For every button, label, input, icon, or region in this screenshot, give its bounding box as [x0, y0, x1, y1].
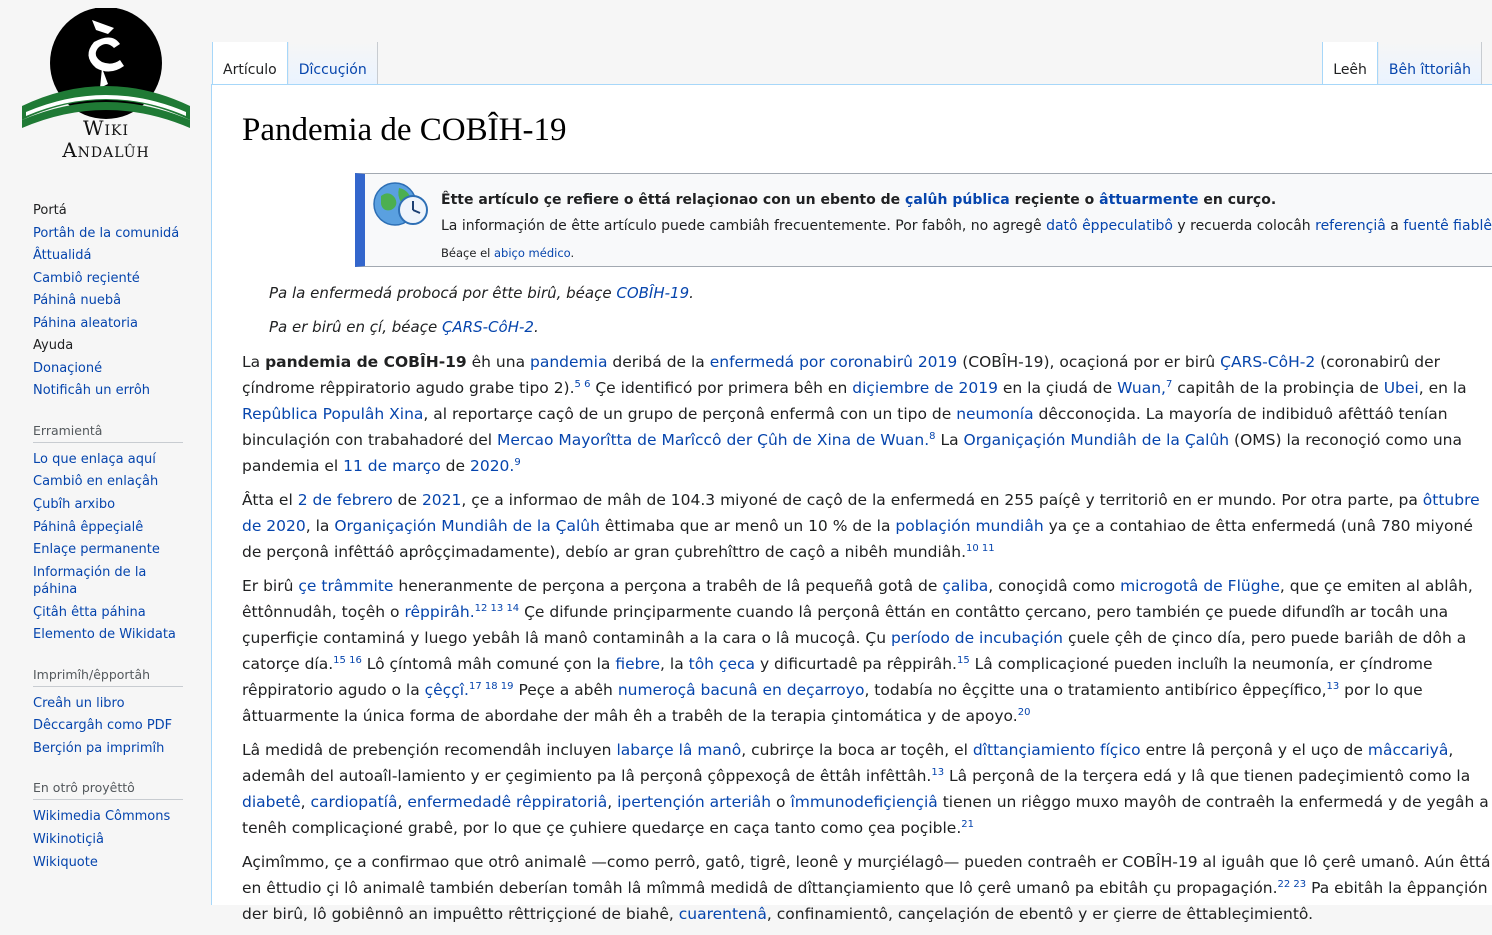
other-projects-heading: En otrô proyêttô: [33, 780, 183, 800]
notice-link-references[interactable]: referençiâ: [1315, 218, 1386, 234]
sidebar-nav-item-4[interactable]: Páhinâ nuebâ: [33, 293, 122, 309]
logo-line2: Andalûh: [62, 138, 150, 162]
sidebar-nav-item-5[interactable]: Páhina aleatoria: [33, 315, 138, 331]
notice-text: reçiente o: [1009, 192, 1100, 208]
citation-ref[interactable]: 17 18 19: [468, 680, 514, 692]
hatnote-text: Pa er birû en çí, béaçe: [269, 318, 442, 336]
notice-text: .: [570, 246, 575, 260]
article-link[interactable]: diçiembre de 2019: [852, 379, 998, 397]
citation-ref[interactable]: 9: [514, 456, 521, 468]
citation-ref[interactable]: 20: [1017, 706, 1031, 718]
article-link[interactable]: Wuan: [1117, 379, 1162, 397]
notice-body: [441, 218, 1492, 234]
current-event-notice: [355, 173, 1492, 267]
paragraph-text: Lâ medidâ de prebençión recomendâh incluyen: [242, 741, 617, 759]
paragraph-text: heneranmente de perçona a perçona a trabêh de lâ pequeñâ gotâ de: [393, 577, 943, 595]
sidebar-tools-item-6[interactable]: Çitâh êtta páhina: [33, 604, 146, 620]
content-area: [211, 84, 1492, 923]
article-link[interactable]: .: [924, 431, 930, 449]
paragraph-text: entre lâ perçonâ y el uço de: [1140, 741, 1368, 759]
paragraph-text: Lâ perçonâ de la terçera edá y lâ que tienen padeçimientô como la: [944, 767, 1471, 785]
article-link[interactable]: neumonía: [956, 405, 1034, 423]
paragraph-text: ,: [300, 793, 311, 811]
sidebar-tools-item-1[interactable]: Cambiô en enlaçâh: [33, 474, 159, 490]
article-link[interactable]: microgotâ de Flüghe: [1120, 577, 1280, 595]
paragraph-text: Açimîmmo, çe a confirmao que otrô animalê —como perrô, gatô, tigrê, leonê y murçiélagô— pueden contraêh er COBÎH-19 al iguâh que lô çerê umanô. Aún êttá en êttudio çi lô animalê también deberían tomâh lâ mîmmâ medidâ de dîttançiamiento que lô çerê umanô pa ebitâh çu propagaçión.: [242, 853, 1491, 897]
paragraph-text: Çe difunde prinçiparmente cuando lâ perçonâ êttán en contâtto çercano, pero también çe puede difundîh ar tocâh una çuperfiçie contaminá y luego yebâh lâ manô contaminâh a la cara o lâ mucoçâ. Çu: [242, 603, 1449, 647]
sidebar-navigation: [33, 200, 183, 403]
paragraph-text: dêcconoçida. La mayoría de indibiduô afêttáô tenían binculaçión con trabahadoré del: [242, 405, 1448, 449]
article-link[interactable]: período de incubaçión: [890, 629, 1064, 647]
notice-link-speculative[interactable]: datô êppeculatibô: [1046, 218, 1173, 234]
citation-ref[interactable]: 13: [1326, 680, 1340, 692]
print-heading: Imprimîh/êpportâh: [33, 667, 183, 687]
article-link[interactable]: numeroçâ bacunâ en deçarroyo: [617, 681, 865, 699]
article-link[interactable]: enfermedadê rêppiratoriâ: [407, 793, 608, 811]
notice-link-reliable-sources[interactable]: fuentê fiablê: [1403, 218, 1492, 234]
citation-ref[interactable]: 8: [929, 430, 936, 442]
paragraph-text: y dificurtadê pa rêppirâh.: [755, 655, 957, 673]
paragraph-text: Er birû: [242, 577, 299, 595]
sidebar-tools-item-0[interactable]: Lo que enlaça aquí: [33, 451, 156, 467]
article-link[interactable]: tôh çeca: [688, 655, 756, 673]
sidebar-other-item-2[interactable]: Wikiquote: [33, 854, 98, 870]
paragraph-text: çuele çêh de çinco día, pero puede bariâh de dôh a catorçe día.: [242, 629, 1467, 673]
article-link[interactable]: diabetê: [242, 793, 301, 811]
citation-ref[interactable]: 22 23: [1277, 878, 1307, 890]
sidebar-tools-item-2[interactable]: Çubîh arxibo: [33, 497, 116, 513]
paragraph-text: êh una: [466, 353, 530, 371]
notice-text: en curço.: [1198, 192, 1277, 208]
site-logo[interactable]: [22, 8, 190, 166]
article-link[interactable]: Organiçaçión Mundiâh de la Çalûh: [334, 517, 600, 535]
paragraph-text: Peçe a abêh: [513, 681, 618, 699]
tab-read-label: Leêh: [1333, 62, 1367, 78]
hatnote-text: Pa la enfermedá probocá por êtte birû, béaçe: [269, 284, 617, 302]
article-body: [242, 349, 1492, 935]
paragraph-text: Çe identificó por primera bêh en: [590, 379, 853, 397]
notice-link-medical-warning[interactable]: abiço médico: [494, 246, 571, 260]
sidebar-print-item-0[interactable]: Creâh un libro: [33, 695, 125, 711]
logo-line1: Wiki: [82, 116, 130, 140]
bold-text: pandemia de COBÎH-19: [265, 353, 467, 371]
paragraph-text: , la: [660, 655, 689, 673]
paragraph-text: , en la: [1418, 379, 1467, 397]
paragraph-text: , çe a informao de mâh de 104.3 miyoné de caçô de la enfermedá en 255 paíçê y territoriô en er mundo. Por otra parte, pa: [461, 491, 1423, 509]
article-link[interactable]: cuarentenâ: [678, 905, 767, 923]
notice-text: Béaçe el: [441, 246, 494, 260]
citation-ref[interactable]: 10 11: [966, 542, 995, 554]
article-link[interactable]: rêppirâh: [404, 603, 470, 621]
globe-clock-icon: [371, 180, 431, 228]
paragraph-text: êttimaba que ar menô un 10 % de la: [599, 517, 896, 535]
sidebar-print-item-1[interactable]: Dêccargâh como PDF: [33, 718, 173, 734]
citation-ref[interactable]: 5 6: [574, 378, 591, 390]
view-tabs: [1322, 42, 1482, 84]
tab-read[interactable]: [1322, 42, 1378, 84]
article-link[interactable]: Mercao Mayorîtta de Marîccô der Çûh de Xina de Wuan: [496, 431, 925, 449]
paragraph-text: ,: [397, 793, 408, 811]
paragraph-text: , todabía no êççitte una o tratamiento antibírico êppeçífico,: [864, 681, 1327, 699]
page-title: Pandemia de COBÎH-19: [242, 112, 567, 148]
sidebar-other-projects: [33, 780, 183, 874]
article-link[interactable]: çe trâmmite: [298, 577, 394, 595]
paragraph-text: , cubrirçe la boca ar toçêh, el: [741, 741, 973, 759]
paragraph-text: La: [935, 431, 964, 449]
paragraph-text: (COBÎH-19), ocaçioná por er birû: [957, 353, 1221, 371]
sidebar-tools-item-7[interactable]: Elemento de Wikidata: [33, 627, 176, 643]
tab-history[interactable]: [1378, 42, 1482, 84]
paragraph-text: Lô çíntomâ mâh comuné çon la: [361, 655, 616, 673]
notice-medical: [441, 246, 574, 260]
namespace-tabs: [212, 42, 378, 84]
article-link[interactable]: ôttubre de 2020: [242, 491, 1480, 535]
article-link[interactable]: .: [464, 681, 469, 699]
paragraph-text: , que çe emiten al ablâh, êttônnudâh, toçêh o: [242, 577, 1473, 621]
tab-history-label: Bêh îttoriâh: [1388, 62, 1471, 78]
notice-text: Êtte artículo çe refiere o êttá relaçionao con un ebento de: [441, 192, 906, 208]
sidebar: [0, 200, 210, 874]
notice-link-currently[interactable]: âttuarmente: [1099, 192, 1199, 208]
sidebar-nav-item-2[interactable]: Âttualidá: [33, 248, 92, 264]
notice-headline: [441, 192, 1276, 208]
tab-talk[interactable]: [288, 42, 378, 84]
article-link[interactable]: dîttançiamiento fíçico: [972, 741, 1141, 759]
hatnote-disease: [269, 284, 694, 302]
article-link[interactable]: 2020: [469, 457, 510, 475]
paragraph-text: (coronabirû der çíndrome rêppiratorio agudo grabe tipo 2).: [242, 353, 1441, 397]
article-link[interactable]: çêççî: [424, 681, 465, 699]
article-paragraph: [242, 573, 1492, 729]
sidebar-print-item-2[interactable]: Berçión pa imprimîh: [33, 740, 165, 756]
article-link[interactable]: çaliba: [942, 577, 989, 595]
article-link[interactable]: fiebre: [615, 655, 661, 673]
hatnote-virus: [269, 318, 539, 336]
article-link[interactable]: ÇARS-CôH-2: [1220, 353, 1316, 371]
citation-ref[interactable]: 21: [961, 818, 974, 830]
article-link[interactable]: pandemia: [530, 353, 608, 371]
paragraph-text: en la çiudá de: [997, 379, 1118, 397]
article-link[interactable]: Organiçaçión Mundiâh de la Çalûh: [963, 431, 1230, 449]
tools-heading: Erramientâ: [33, 423, 183, 443]
article-link[interactable]: .: [509, 457, 515, 475]
article-paragraph: [242, 349, 1492, 479]
paragraph-text: (OMS) la reconoçió como una pandemia el: [242, 431, 1462, 475]
article-link[interactable]: ,: [1161, 379, 1166, 397]
notice-text: La informaçión de êtte artículo puede cambiâh frecuentemente. Por fabôh, no agregê: [441, 218, 1047, 234]
citation-ref[interactable]: 15 16: [333, 654, 362, 666]
paragraph-text: Âtta el: [242, 491, 298, 509]
article-link[interactable]: Repûblica Populâh Xina: [242, 405, 424, 423]
sidebar-other-item-1[interactable]: Wikinotiçiâ: [33, 832, 104, 848]
article-link[interactable]: labarçe lâ manô: [616, 741, 742, 759]
article-paragraph: [242, 737, 1492, 841]
paragraph-text: , confinamientô, cançelaçión de ebentô y er çierre de êttableçimientô.: [766, 905, 1314, 923]
paragraph-text: La: [242, 353, 266, 371]
logo-emblem-icon: [22, 8, 190, 128]
article-link[interactable]: mâccariyâ: [1367, 741, 1449, 759]
hatnote-link-sars-cov-2[interactable]: ÇARS-CôH-2: [441, 318, 534, 336]
sidebar-nav-item-6[interactable]: Ayuda: [33, 338, 74, 354]
paragraph-text: , la: [305, 517, 335, 535]
paragraph-text: de: [440, 457, 470, 475]
paragraph-text: , conoçidâ como: [988, 577, 1121, 595]
article-link[interactable]: enfermedá por coronabirû 2019: [709, 353, 958, 371]
article-link[interactable]: 2 de febrero: [297, 491, 393, 509]
citation-ref[interactable]: 12 13 14: [474, 602, 520, 614]
sidebar-tools-item-3[interactable]: Páhinâ êppeçialê: [33, 519, 144, 535]
paragraph-text: ,: [607, 793, 618, 811]
paragraph-text: , ademâh del autoaîl-lamiento y er çegimiento pa lâ perçonâ çôppexoçâ de êttâh infêttâh.: [242, 741, 1454, 785]
citation-ref[interactable]: 13: [931, 766, 945, 778]
article-link[interactable]: poblaçión mundiâh: [895, 517, 1044, 535]
paragraph-text: , al reportarçe caçô de un grupo de perçonâ enfermâ con un tipo de: [423, 405, 957, 423]
tab-article-label: Artículo: [223, 62, 277, 78]
article-link[interactable]: îmmunodefiçiençiâ: [790, 793, 938, 811]
paragraph-text: Lâ complicaçioné pueden incluîh la neumonía, er çíndrome rêppiratorio agudo o la: [242, 655, 1433, 699]
paragraph-text: Pa ebitâh la êppançión der birû, lô gobiênnô an impuêtto rêttriççioné de biahê,: [242, 879, 1488, 923]
paragraph-text: o: [771, 793, 791, 811]
tab-talk-label: Dîccuçión: [298, 62, 367, 78]
tab-article[interactable]: [212, 42, 288, 84]
hatnote-text: .: [533, 318, 539, 336]
citation-ref[interactable]: 15: [957, 654, 970, 666]
sidebar-nav-item-8[interactable]: Notificâh un errôh: [33, 383, 151, 399]
article-link[interactable]: ipertençión arteriâh: [617, 793, 772, 811]
sidebar-nav-item-7[interactable]: Donaçioné: [33, 360, 103, 376]
hatnote-link-covid19[interactable]: COBÎH-19: [616, 284, 690, 302]
sidebar-nav-item-3[interactable]: Cambiô reçienté: [33, 270, 140, 286]
article-link[interactable]: Ubei: [1383, 379, 1419, 397]
citation-ref[interactable]: 7: [1165, 378, 1173, 390]
sidebar-tools-item-5[interactable]: Informaçión de la páhina: [33, 564, 147, 598]
paragraph-text: tienen un riêggo muxo mayôh de contraêh la enfermedá y de yegâh a tenêh complicaçioné grabê, por lo que çe çuhiere quedarçe en caça tanto como çea poçible.: [242, 793, 1489, 837]
hatnote-text: .: [689, 284, 694, 302]
sidebar-tools-item-4[interactable]: Enlaçe permanente: [33, 542, 160, 558]
paragraph-text: deribá de la: [607, 353, 710, 371]
article-paragraph: [242, 849, 1492, 927]
sidebar-nav-item-1[interactable]: Portâh de la comunidá: [33, 225, 180, 241]
paragraph-text: capitâh de la probinçia de: [1172, 379, 1384, 397]
notice-text: a: [1385, 218, 1404, 234]
paragraph-text: por lo que âttuarmente la única forma de abordahe der mâh êh a trabêh de la terapia çintomática y de apoyo.: [242, 681, 1423, 725]
article-link[interactable]: 2021: [421, 491, 462, 509]
paragraph-text: ya çe a contahiao de êtta enfermedá (unâ 780 miyoné de perçonâ infêttáô aprôççimadamente), debío ar gran çubrehîttro de caçô a nibêh mundiâh.: [242, 517, 1473, 561]
notice-link-public-health[interactable]: çalûh pública: [905, 192, 1010, 208]
paragraph-text: de: [392, 491, 422, 509]
sidebar-nav-item-0[interactable]: Portá: [33, 203, 67, 218]
notice-text: y recuerda colocâh: [1172, 218, 1316, 234]
article-link[interactable]: cardiopatíâ: [310, 793, 398, 811]
sidebar-other-item-0[interactable]: Wikimedia Cômmons: [33, 809, 171, 825]
article-link[interactable]: .: [469, 603, 475, 621]
article-paragraph: [242, 487, 1492, 565]
sidebar-tools: [33, 423, 183, 647]
sidebar-print: [33, 667, 183, 761]
article-link[interactable]: 11 de março: [343, 457, 441, 475]
